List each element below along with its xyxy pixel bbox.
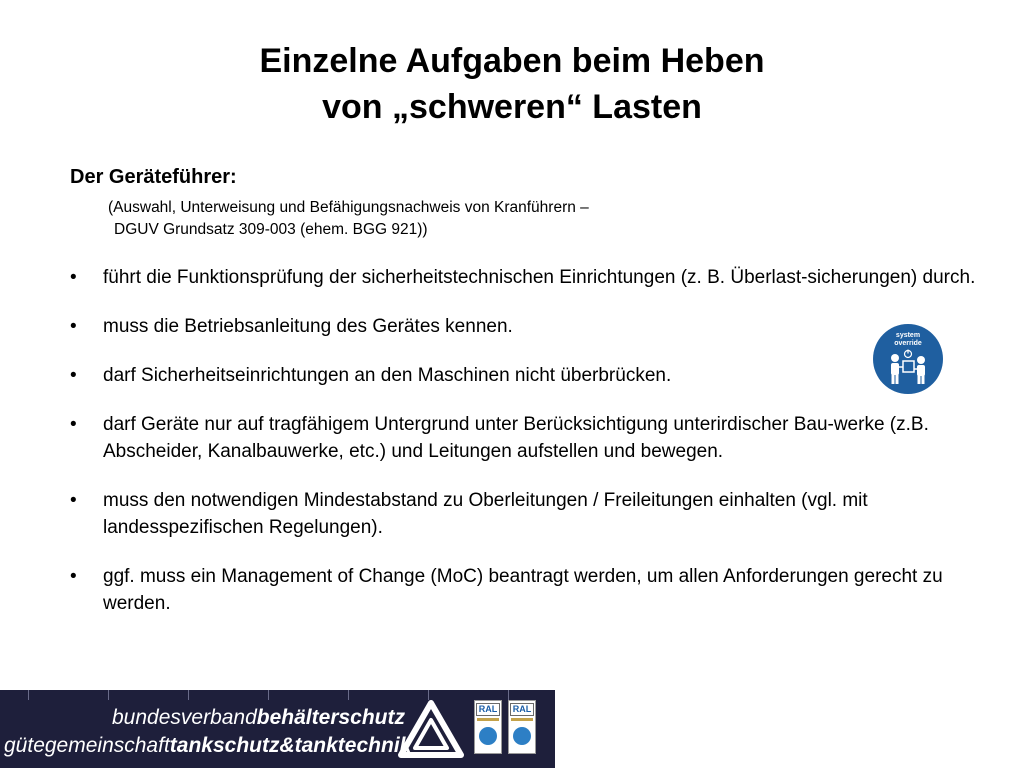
section-note-line-2: DGUV Grundsatz 309-003 (ehem. BGG 921)) — [114, 221, 428, 238]
sign-text-line-1: system — [895, 332, 921, 339]
section-heading: Der Geräteführer: — [70, 166, 237, 188]
task-list — [70, 264, 990, 639]
association-logo-icon — [398, 700, 464, 758]
list-item: • muss den notwendigen Mindestabstand zu Oberleitungen / Freileitungen einhalten (vgl. mit landesspezifischen Regelungen). — [70, 487, 990, 541]
list-item: • führt die Funktionsprüfung der sicherheitstechnischen Einrichtungen (z. B. Überlast-sicherungen) durch. — [70, 264, 990, 291]
slide-title — [0, 38, 1024, 130]
slide-title-line-2: von „schweren“ Lasten — [322, 88, 702, 126]
section-note — [108, 197, 589, 241]
sign-text-line-2: override — [894, 340, 922, 347]
system-override-sign-icon — [872, 323, 944, 395]
ral-quality-seal-2: RAL — [508, 700, 536, 754]
footer-line-2: gütegemeinschafttankschutz&tanktechnik — [4, 734, 412, 757]
list-item: • ggf. muss ein Management of Change (MoC) beantragt werden, um allen Anforderungen gerecht zu werden. — [70, 563, 990, 617]
section-note-line-1: (Auswahl, Unterweisung und Befähigungsnachweis von Kranführern – — [108, 199, 589, 216]
list-item: • darf Sicherheitseinrichtungen an den Maschinen nicht überbrücken. — [70, 362, 990, 389]
footer-line-1: bundesverbandbehälterschutz — [112, 706, 405, 729]
slide-title-line-1: Einzelne Aufgaben beim Heben — [259, 42, 765, 80]
footer-banner — [0, 690, 555, 768]
list-item: • darf Geräte nur auf tragfähigem Untergrund unter Berücksichtigung unterirdischer Bau-werke (z.B. Abscheider, Kanalbauwerke, etc.) und Leitungen aufstellen und bewegen. — [70, 411, 990, 465]
list-item: • muss die Betriebsanleitung des Gerätes kennen. — [70, 313, 990, 340]
ral-quality-seal-1: RAL — [474, 700, 502, 754]
